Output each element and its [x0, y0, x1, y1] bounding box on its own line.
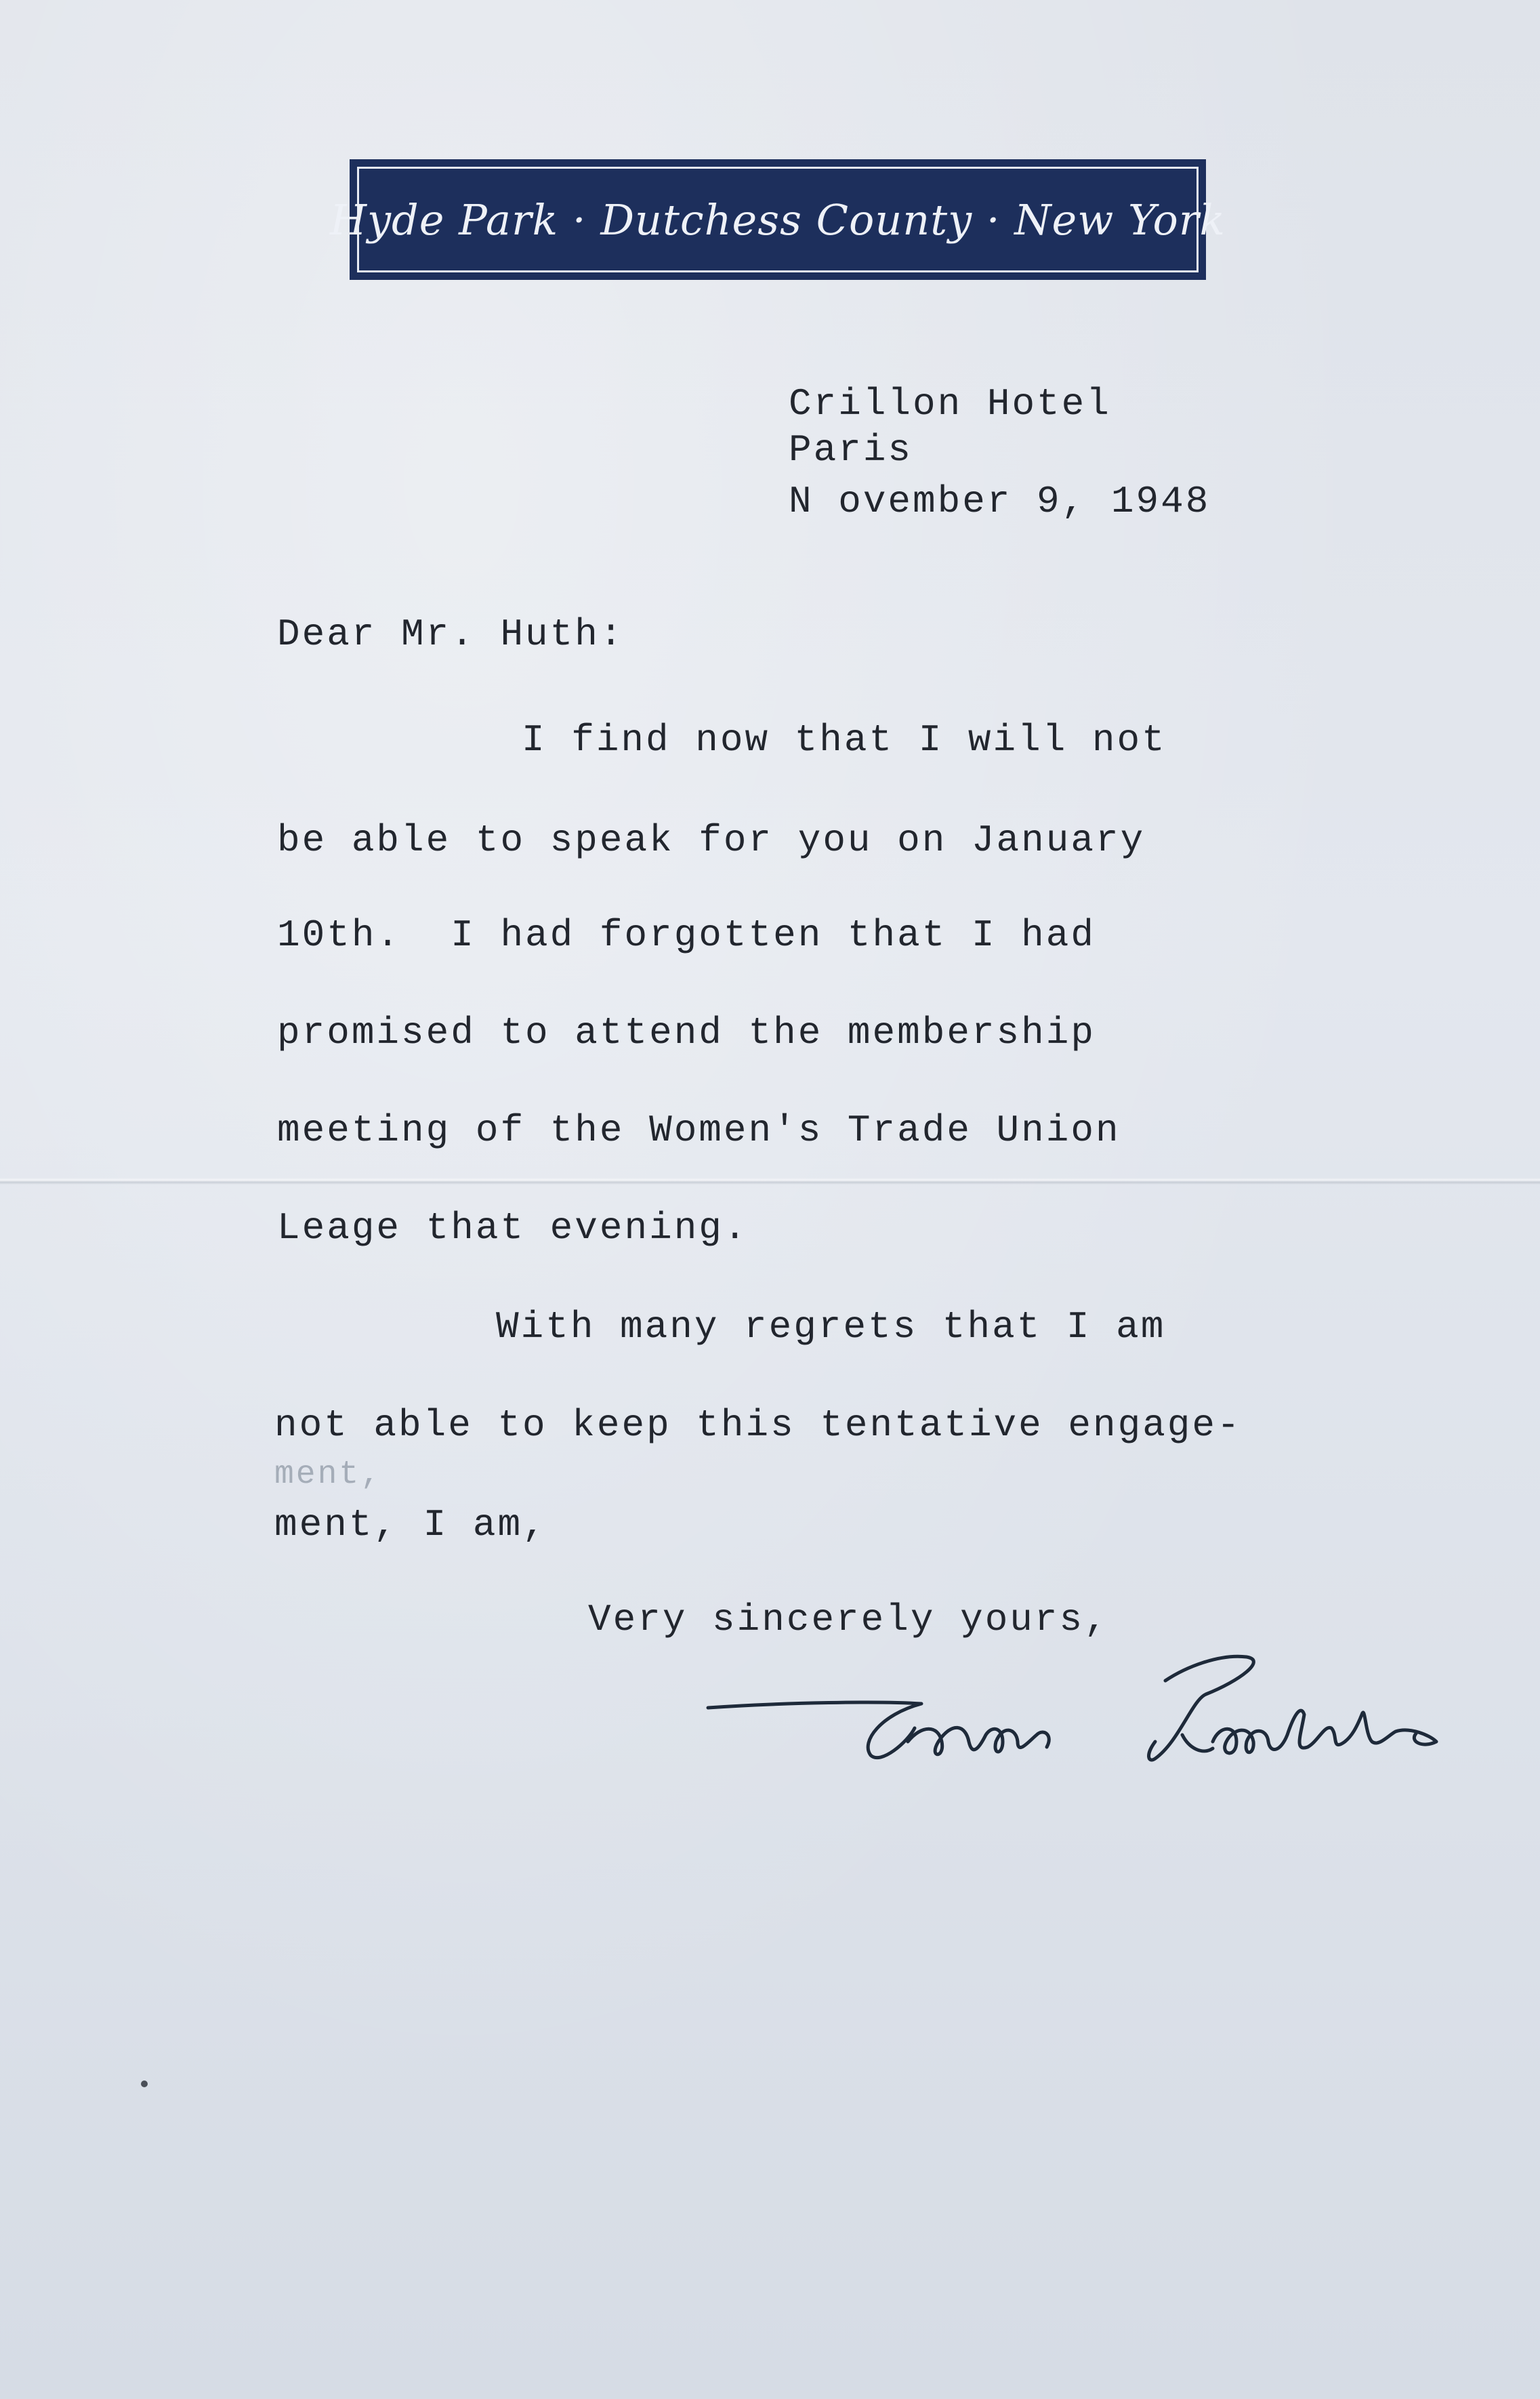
- signature: [705, 1640, 1484, 1789]
- letterhead-banner: [329, 159, 1226, 280]
- body-line: I find now that I will not: [522, 718, 1167, 762]
- salutation: Dear Mr. Huth:: [277, 613, 625, 656]
- address-line-1: Crillon Hotel: [789, 382, 1111, 426]
- body-line: be able to speak for you on January: [277, 819, 1146, 862]
- closing: Very sincerely yours,: [588, 1598, 1109, 1641]
- body-line: not able to keep this tentative engage-: [274, 1403, 1242, 1447]
- body-line: 10th. I had forgotten that I had: [277, 914, 1096, 957]
- paper-speck: [141, 2080, 148, 2087]
- body-line: ment, I am,: [274, 1503, 547, 1546]
- letterhead-border: [329, 167, 1226, 272]
- body-line: meeting of the Women's Trade Union: [277, 1109, 1121, 1152]
- letter-date: N ovember 9, 1948: [789, 480, 1211, 523]
- fold-crease: [0, 1178, 1540, 1185]
- letterhead-text: Hyde Park · Dutchess County · New York: [329, 194, 1226, 245]
- body-line: promised to attend the membership: [277, 1011, 1096, 1054]
- body-line: Leage that evening.: [277, 1206, 749, 1250]
- erased-text: ment,: [274, 1456, 383, 1493]
- address-line-2: Paris: [789, 428, 913, 472]
- body-line: With many regrets that I am: [496, 1305, 1166, 1349]
